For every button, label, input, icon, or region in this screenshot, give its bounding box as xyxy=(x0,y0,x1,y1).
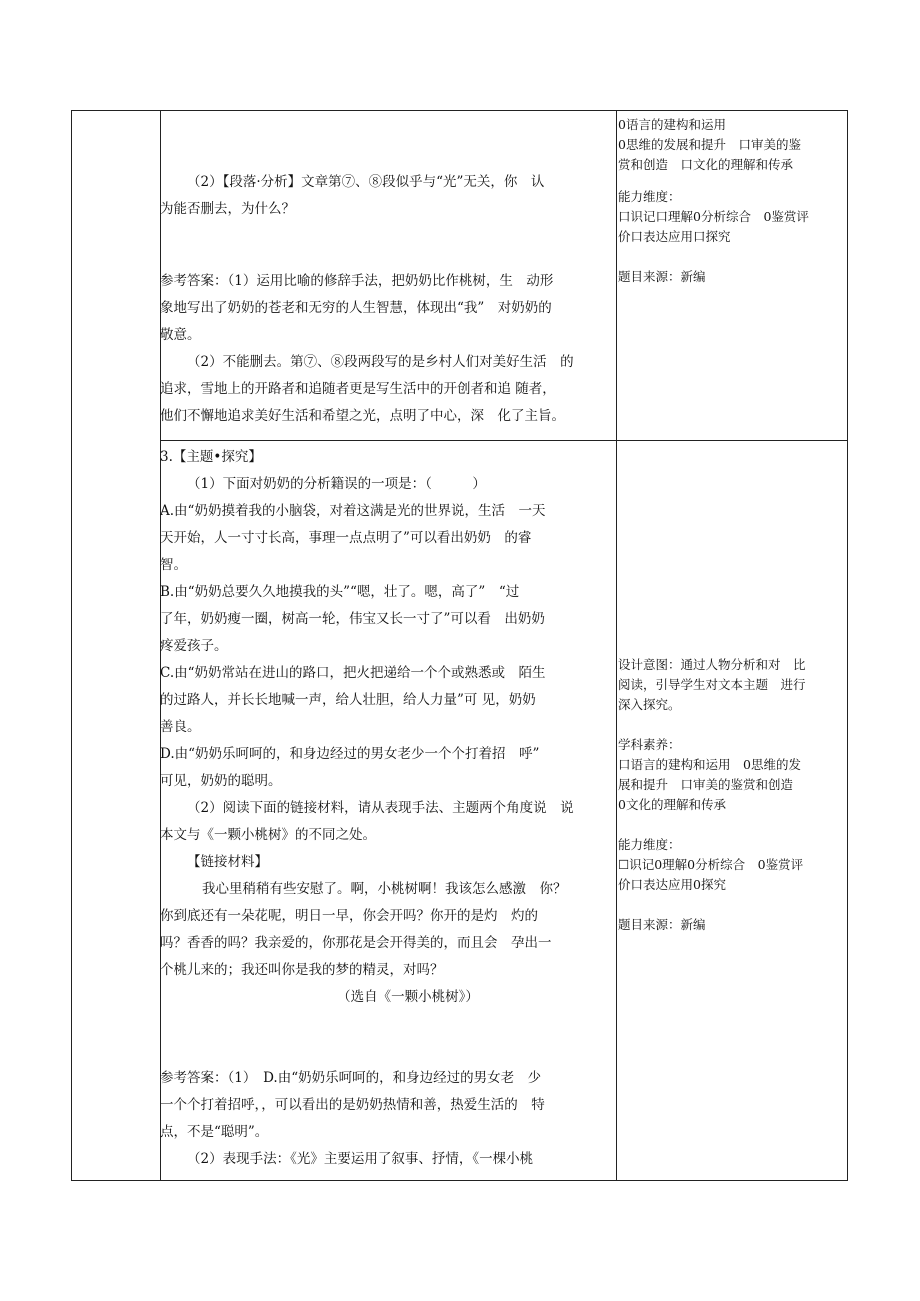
link-material-source: （选自《一颗小桃树》） xyxy=(337,989,479,1005)
row2-question-2: 本文与《一颗小桃树》的不同之处。 xyxy=(160,827,376,843)
literacy-line: 展和提升 口审美的鉴赏和创造 xyxy=(618,777,794,792)
row1-answer-line: （2）不能删去。第⑦、⑧段两段写的是乡村人们对美好生活 的 xyxy=(187,354,574,370)
link-material-line: 你到底还有一朵花呢，明日一早，你会开吗？你开的是灼 灼的 xyxy=(160,908,538,924)
option-line: 疼爱孩子。 xyxy=(160,638,228,654)
design-intent-line: 设计意图：通过人物分析和对 比 xyxy=(618,657,806,672)
ability-line: 价口表达应用口探究 xyxy=(618,229,731,244)
ability-title: 能力维度： xyxy=(618,837,681,852)
row2-question-1: （1）下面对奶奶的分析籍误的一项是：（ ） xyxy=(187,476,486,492)
column-divider-right xyxy=(616,111,617,1180)
row1-answer-line: 参考答案：（1）运用比喻的修辞手法，把奶奶比作桃树，生 动形 xyxy=(160,273,554,289)
link-material-line: 个桃儿来的；我还叫你是我的梦的精灵，对吗？ xyxy=(160,962,444,978)
source-label: 题目来源：新编 xyxy=(618,269,706,284)
row2-question-2: （2）阅读下面的链接材料，请从表现手法、主题两个角度说 说 xyxy=(187,800,574,816)
row1-main-cell xyxy=(160,169,616,430)
option-line: A.由“奶奶摸着我的小脑袋，对着这满是光的世界说，生活 一天 xyxy=(160,503,546,519)
row1-answer-line: 追求，雪地上的开路者和追随者更是写生活中的开创者和追 随者， xyxy=(160,381,556,397)
row1-answer-line: 象地写出了奶奶的苍老和无穷的人生智慧，体现出“我” 对奶奶的 xyxy=(160,300,552,316)
ability-line: 价口表达应用0探究 xyxy=(618,877,726,892)
row2-answer-line: 一个个打着招呼，，可以看出的是奶奶热情和善，热爱生活的 特 xyxy=(160,1097,545,1113)
source-label: 题目来源：新编 xyxy=(618,917,706,932)
design-intent-line: 阅读，引导学生对文本主题 进行 xyxy=(618,677,806,692)
content-table xyxy=(71,110,848,1181)
option-line: C.由“奶奶常站在进山的路口，把火把递给一个个或熟悉或 陌生 xyxy=(160,665,546,681)
option-line: 可见，奶奶的聪明。 xyxy=(160,773,282,789)
ability-title: 能力维度： xyxy=(618,189,681,204)
row2-answer-line: 点，不是“聪明”。 xyxy=(160,1124,269,1140)
row-divider xyxy=(160,440,847,441)
ability-line: 口识记口理解0分析综合 0鉴赏评 xyxy=(618,209,809,224)
row1-question-line: （2）【段落·分析】文章第⑦、⑧段似乎与“光”无关，你 认 xyxy=(187,174,545,190)
row2-answer-line: （2）表现手法：《光》主要运用了叙事、抒情，《一棵小桃 xyxy=(187,1151,534,1167)
row2-answer-line: 参考答案：（1） D.由“奶奶乐呵呵的，和身边经过的男女老 少 xyxy=(160,1070,542,1086)
option-line: 善良。 xyxy=(160,719,201,735)
link-material-title: 【链接材料】 xyxy=(187,854,268,870)
literacy-line: 口语言的建构和运用 0思维的发 xyxy=(618,757,801,772)
section-heading: 3.【主题•探究】 xyxy=(160,449,262,465)
row1-side-cell xyxy=(618,115,848,287)
row1-answer-line: 敬意。 xyxy=(160,327,201,343)
row1-question-line: 为能否删去，为什么？ xyxy=(160,201,295,217)
option-line: 智。 xyxy=(160,557,187,573)
ability-line: ☐识记0理解0分析综合 0鉴赏评 xyxy=(618,857,804,872)
literacy-line: 0语言的建构和运用 xyxy=(618,117,726,132)
literacy-line: 0思维的发展和提升 口审美的鉴 xyxy=(618,137,801,152)
literacy-line: 赏和创造 口文化的理解和传承 xyxy=(618,157,794,172)
literacy-title: 学科素养： xyxy=(618,737,681,752)
option-line: B.由“奶奶总要久久地摸我的头”“嗯，壮了。嗯，高了” “过 xyxy=(160,584,520,600)
link-material-line: 我心里稍稍有些安慰了。啊，小桃树啊！我该怎么感激 你？ xyxy=(202,881,567,897)
row2-main-cell xyxy=(160,444,616,1173)
option-line: 了年，奶奶瘦一圈，树高一轮，伟宝又长一寸了”可以看 出奶奶 xyxy=(160,611,545,627)
row1-answer-line: 他们不懈地追求美好生活和希望之光，点明了中心，深 化了主旨。 xyxy=(160,408,565,424)
option-line: D.由“奶奶乐呵呵的，和身边经过的男女老少一个个打着招 呼” xyxy=(160,746,540,762)
option-line: 天开始，人一寸寸长高，事理一点点明了”可以看出奶奶 的睿 xyxy=(160,530,532,546)
option-line: 的过路人，并长长地喊一声，给人壮胆，给人力量”可 见，奶奶 xyxy=(160,692,536,708)
row2-side-cell xyxy=(618,655,848,935)
design-intent-line: 深入探究。 xyxy=(618,697,681,712)
literacy-line: 0文化的理解和传承 xyxy=(618,797,726,812)
link-material-line: 吗？香香的吗？我亲爱的，你那花是会开得美的，而且会 孕出一 xyxy=(160,935,552,951)
